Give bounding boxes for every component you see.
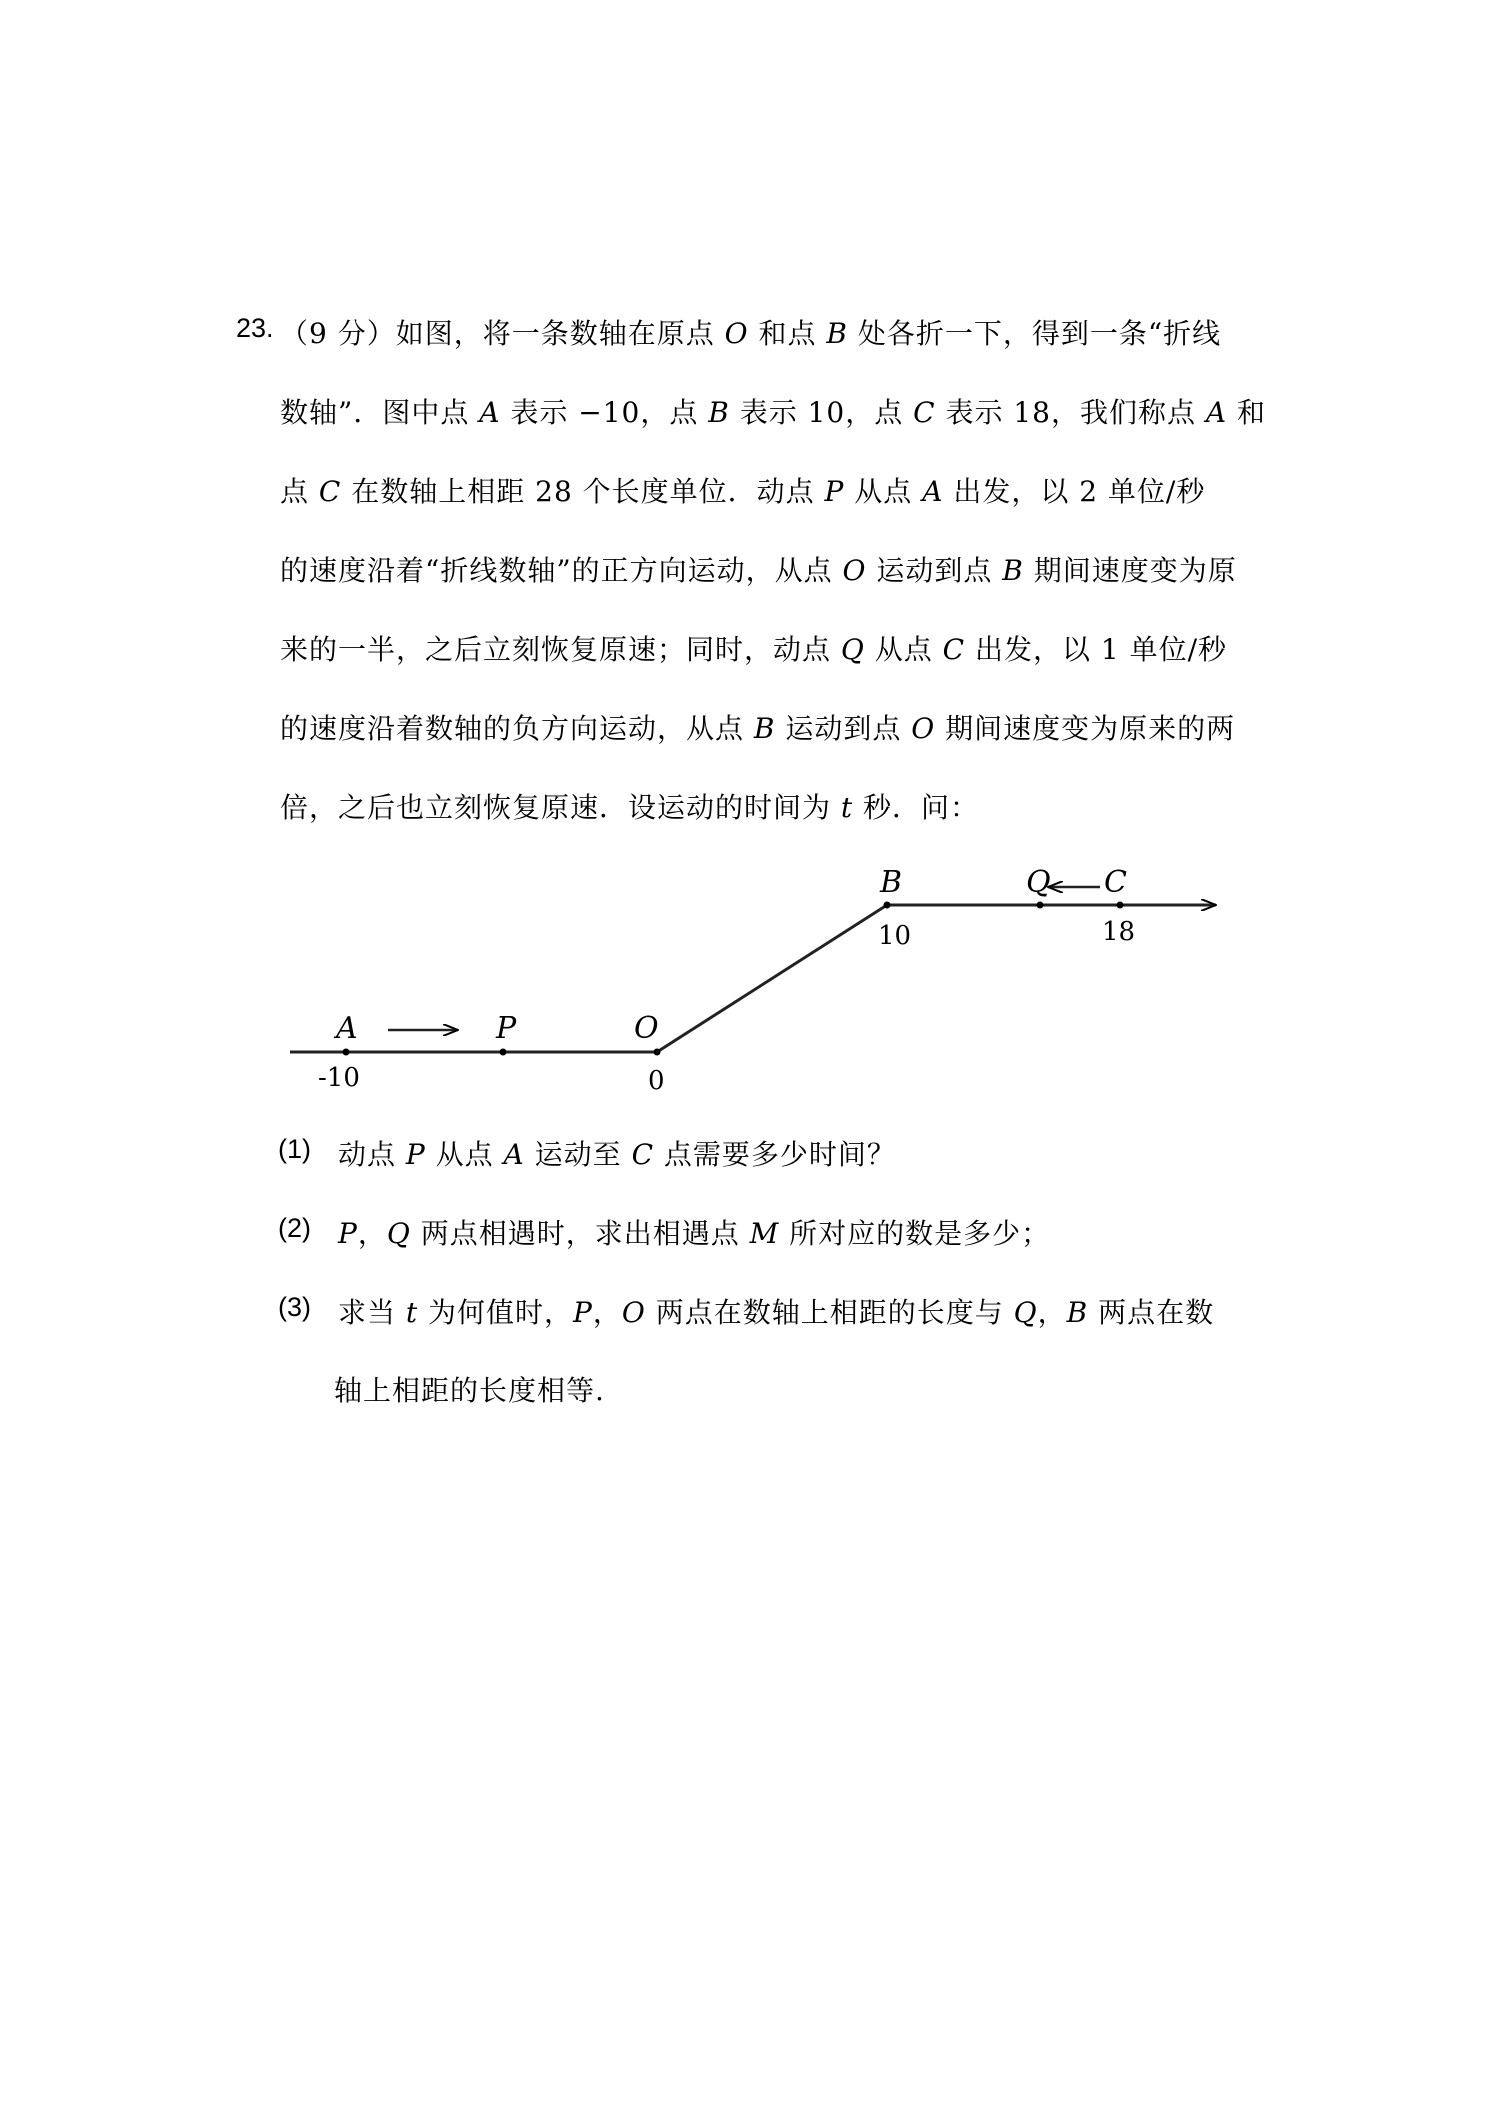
problem-line-4: 的速度沿着“折线数轴”的正方向运动，从点 𝑂 运动到点 𝐵 期间速度变为原 bbox=[280, 554, 1237, 587]
problem-line-6: 的速度沿着数轴的负方向运动，从点 𝐵 运动到点 𝑂 期间速度变为原来的两 bbox=[280, 712, 1236, 745]
question-1-number: (1) bbox=[278, 1134, 311, 1164]
label-c: C bbox=[1104, 865, 1127, 900]
question-3-text-line-2: 轴上相距的长度相等. bbox=[334, 1374, 605, 1407]
question-3-number: (3) bbox=[278, 1292, 311, 1322]
point-p bbox=[500, 1049, 507, 1056]
tick-c: 18 bbox=[1102, 917, 1136, 947]
question-1-text: 动点 𝑃 从点 𝐴 运动至 𝐶 点需要多少时间？ bbox=[338, 1138, 896, 1171]
point-a bbox=[343, 1049, 350, 1056]
axis-slant-segment bbox=[657, 905, 887, 1052]
question-2-text: 𝑃，𝑄 两点相遇时，求出相遇点 𝑀 所对应的数是多少； bbox=[338, 1217, 1051, 1250]
problem-line-3: 点 𝐶 在数轴上相距 28 个长度单位．动点 𝑃 从点 𝐴 出发，以 2 单位/秒 bbox=[280, 475, 1206, 508]
problem-line-7: 倍，之后也立刻恢复原速．设运动的时间为 𝑡 秒．问： bbox=[280, 791, 980, 824]
label-p: P bbox=[496, 1011, 517, 1046]
problem-line-2: 数轴”．图中点 𝐴 表示 −10，点 𝐵 表示 10，点 𝐶 表示 18，我们称点 𝐴 和 bbox=[280, 396, 1267, 429]
problem-line-1: （9 分）如图，将一条数轴在原点 𝑂 和点 𝐵 处各折一下，得到一条“折线 bbox=[280, 317, 1222, 350]
point-c bbox=[1117, 902, 1124, 909]
label-q: Q bbox=[1026, 865, 1051, 900]
point-o bbox=[654, 1049, 661, 1056]
question-2-number: (2) bbox=[278, 1213, 311, 1243]
tick-b: 10 bbox=[878, 921, 912, 951]
point-q bbox=[1037, 902, 1044, 909]
tick-a: -10 bbox=[318, 1063, 360, 1093]
tick-o: 0 bbox=[648, 1066, 665, 1096]
problem-line-5: 来的一半，之后立刻恢复原速；同时，动点 𝑄 从点 𝐶 出发，以 1 单位/秒 bbox=[280, 633, 1228, 666]
point-b bbox=[884, 902, 891, 909]
problem-number: 23. bbox=[236, 313, 274, 343]
label-a: A bbox=[336, 1011, 358, 1046]
question-3-text-line-1: 求当 𝑡 为何值时，𝑃，𝑂 两点在数轴上相距的长度与 𝑄，𝐵 两点在数 bbox=[338, 1296, 1215, 1329]
label-b: B bbox=[880, 865, 903, 900]
label-o: O bbox=[634, 1011, 659, 1046]
